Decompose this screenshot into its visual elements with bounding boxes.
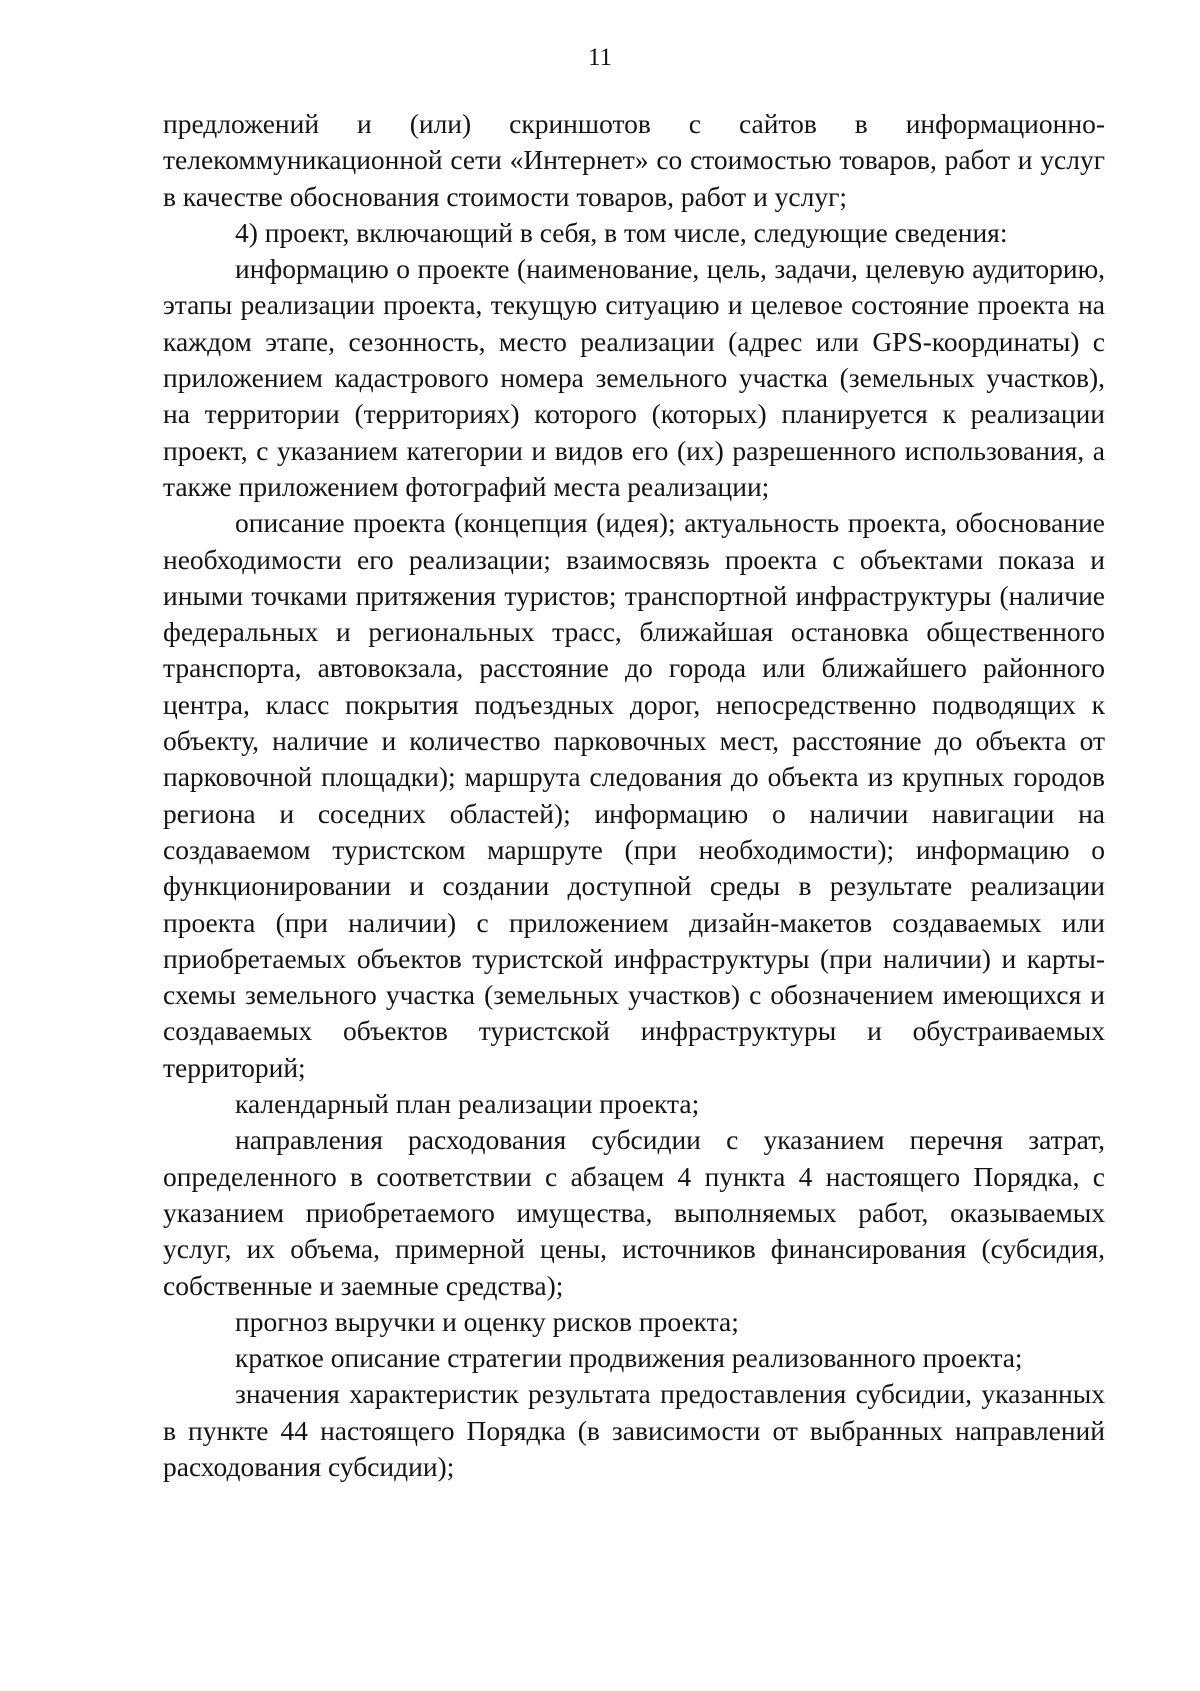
paragraph-promotion-strategy: краткое описание стратегии продвижения реализованного проекта; [235, 1342, 1023, 1374]
paragraph-revenue-forecast: прогноз выручки и оценку рисков проекта; [235, 1305, 739, 1337]
page-number: 11 [587, 44, 613, 71]
paragraph-screenshots: предложений и (или) скриншотов с сайтов в информационно-телекоммуникационной сети «Интернет» со стоимостью товаров, работ и услуг в качестве обоснования стоимости товаров, работ и услуг; [163, 108, 1105, 212]
document-body [163, 106, 1105, 1485]
paragraph-result-characteristics: значения характеристик результата предоставления субсидии, указанных в пункте 44 настоящего Порядка (в зависимости от выбранных направлений расходования субсидии); [163, 1378, 1105, 1482]
paragraph-project-description: описание проекта (концепция (идея); актуальность проекта, обоснование необходимости его реализации; взаимосвязь проекта с объектами показа и иными точками притяжения туристов; транспортной инфраструктуры (наличие федеральных и региональных трасс, ближайшая остановка общественного транспорта, автовокзала, расстояние до города или ближайшего районного центра, класс покрытия подъездных дорог, непосредственно подводящих к объекту, наличие и количество парковочных мест, расстояние до объекта от парковочной площадки); маршрута следования до объекта из крупных городов региона и соседних областей); информацию о наличии навигации на создаваемом туристском маршруте (при необходимости); информацию о функционировании и создании доступной среды в результате реализации проекта (при наличии) с приложением дизайн-макетов создаваемых или приобретаемых объектов туристской инфраструктуры (при наличии) и карты-схемы земельного участка (земельных участков) с обозначением имеющихся и создаваемых объектов туристской инфраструктуры и обустраиваемых территорий; [163, 507, 1105, 1083]
paragraph-project-item: 4) проект, включающий в себя, в том числе, следующие сведения: [235, 216, 1008, 248]
paragraph-calendar-plan: календарный план реализации проекта; [235, 1088, 700, 1120]
paragraph-project-info: информацию о проекте (наименование, цель, задачи, целевую аудиторию, этапы реализации проекта, текущую ситуацию и целевое состояние проекта на каждом этапе, сезонность, место реализации (адрес или GPS-координаты) с приложением кадастрового номера земельного участка (земельных участков), на территории (территориях) которого (которых) планируется к реализации проект, с указанием категории и видов его (их) разрешенного использования, а также приложением фотографий места реализации; [163, 253, 1105, 502]
paragraph-spending-directions: направления расходования субсидии с указанием перечня затрат, определенного в соответствии с абзацем 4 пункта 4 настоящего Порядка, с указанием приобретаемого имущества, выполняемых работ, оказываемых услуг, их объема, примерной цены, источников финансирования (субсидия, собственные и заемные средства); [163, 1124, 1105, 1301]
